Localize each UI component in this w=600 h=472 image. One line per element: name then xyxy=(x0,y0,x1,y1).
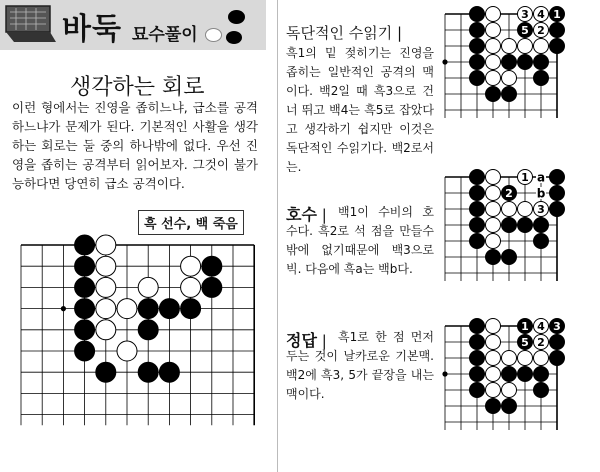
section2-title: 호수 | xyxy=(286,205,327,224)
black-stone xyxy=(518,367,533,382)
move-number: 2 xyxy=(537,24,545,37)
section3-text: 흑1로 한 점 먼저 두는 것이 날카로운 기본맥. 백2에 흑3, 5가 끝장을 내는 맥이다. xyxy=(286,330,434,401)
banner-title: 바둑 xyxy=(62,12,122,47)
section3-title: 정답 | xyxy=(286,331,327,350)
black-stone xyxy=(470,335,485,350)
black-stone xyxy=(502,399,517,414)
black-stone xyxy=(502,367,517,382)
move-number: 4 xyxy=(537,8,545,21)
move-number: 5 xyxy=(521,24,529,37)
star-point xyxy=(442,371,447,376)
move-number: 1 xyxy=(521,320,529,333)
white-stone xyxy=(486,367,501,382)
white-stone xyxy=(518,351,533,366)
section2-title-text: 호수 xyxy=(286,205,317,224)
white-stone xyxy=(502,351,517,366)
black-stone xyxy=(470,319,485,334)
move-number: 4 xyxy=(537,320,545,333)
white-stone xyxy=(486,351,501,366)
section2-text: 백1이 수비의 호수다. 흑2로 석 점을 만들수밖에 없기때문에 백3으로 빅. 다음에 흑a는 백b다. xyxy=(286,205,434,276)
white-stone xyxy=(486,319,501,334)
black-stone xyxy=(486,399,501,414)
move-number: 1 xyxy=(553,8,561,21)
white-stone xyxy=(486,383,501,398)
move-number: 3 xyxy=(537,203,545,216)
white-stone xyxy=(502,383,517,398)
section3-title-text: 정답 xyxy=(286,331,317,350)
section1-title: 독단적인 수읽기 | xyxy=(286,24,403,42)
black-stone xyxy=(550,351,565,366)
black-stone xyxy=(470,367,485,382)
article-heading: 생각하는 회로 xyxy=(70,75,205,100)
point-label: a xyxy=(536,170,546,185)
section1-text: 흑1의 밑 젖히기는 진영을 좁히는 일반적인 공격의 맥이다. 백2일 때 흑3으로 건너 뛰고 백4는 흑5로 잡았다고 생각하기 쉽지만 이것은 독단적인 수읽기다. 백2로서는. xyxy=(286,46,434,174)
black-stone xyxy=(470,383,485,398)
black-stone xyxy=(550,335,565,350)
move-number: 1 xyxy=(521,171,529,184)
black-stone xyxy=(470,351,485,366)
intro-paragraph: 이런 형에서는 진영을 좁히느냐, 급소를 공격하느냐가 문제가 된다. 기본적인 사활을 생각하는 회로는 둘 중의 하나밖에 없다. 우선 진영을 좁히는 공격부터 읽어보자. 그것이 불가능하다면 당연히 급소 공격이다. xyxy=(12,100,258,191)
white-stone xyxy=(534,351,549,366)
move-number: 3 xyxy=(553,320,561,333)
move-number: 5 xyxy=(521,336,529,349)
point-label: b xyxy=(536,186,546,201)
problem-caption: 흑 선수, 백 죽음 xyxy=(138,210,244,235)
move-number: 2 xyxy=(505,187,513,200)
banner-subtitle: 묘수풀이 xyxy=(132,25,198,45)
move-number: 2 xyxy=(537,336,545,349)
black-stone xyxy=(534,383,549,398)
move-number: 3 xyxy=(521,8,529,21)
section1-title-text: 독단적인 수읽기 xyxy=(286,24,393,42)
white-stone xyxy=(486,335,501,350)
black-stone xyxy=(534,367,549,382)
